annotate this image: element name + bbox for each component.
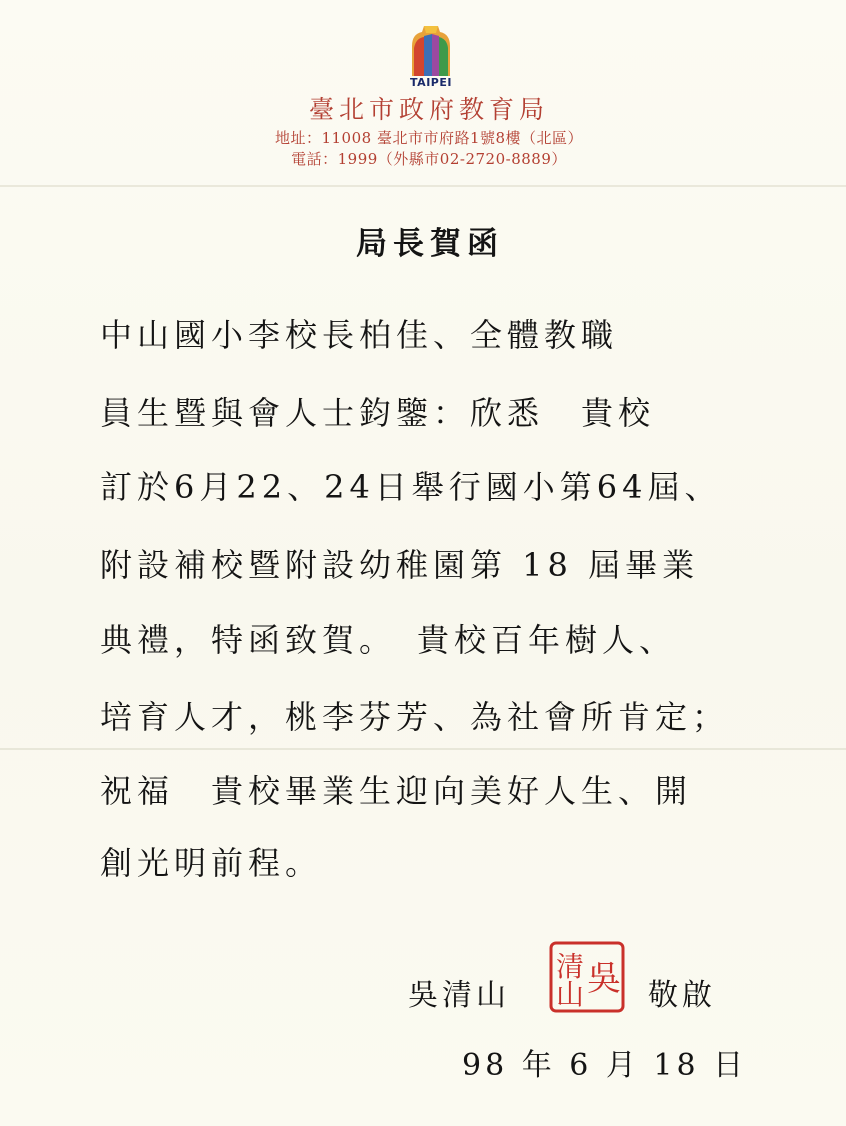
letter-body-line: 訂於6月22、24日舉行國小第64屆、: [100, 468, 722, 506]
paper-fold-line: [0, 748, 846, 750]
letter-body-line: 中山國小李校長柏佳、全體教職: [100, 316, 619, 354]
signatory-name: 吳清山: [408, 978, 510, 1013]
personal-seal-stamp: [548, 940, 626, 1014]
letter-body-line: 祝福 貴校畢業生迎向美好人生、開: [100, 772, 693, 810]
agency-name: 臺北市政府教育局: [308, 95, 549, 124]
agency-address: 地址：11008 臺北市市府路1號8樓（北區）: [274, 129, 584, 147]
letter-body-line: 培育人才，桃李芬芳、為社會所肯定；: [100, 698, 730, 736]
closing-salutation: 敬啟: [648, 978, 716, 1013]
letter-title: 局長賀函: [356, 226, 504, 262]
agency-phone: 電話：1999（外縣市02-2720-8889）: [291, 150, 567, 168]
svg-text:清: 清: [555, 950, 585, 983]
taipei-logo-text: TAIPEI: [410, 76, 452, 89]
letter-body-line: 附設補校暨附設幼稚園第 18 屆畢業: [100, 546, 700, 584]
letter-body-line: 員生暨與會人士鈞鑒：欣悉 貴校: [100, 394, 656, 432]
taipei-logo: [402, 24, 460, 94]
svg-text:山: 山: [555, 978, 585, 1011]
taipei-logo-icon: [402, 24, 460, 78]
svg-text:吳: 吳: [587, 959, 621, 999]
paper-fold-line: [0, 185, 846, 187]
letter-body-line: 典禮，特函致賀。 貴校百年樹人、: [100, 621, 677, 659]
letter-body-line: 創光明前程。: [100, 844, 323, 882]
letter-date: 98 年 6 月 18 日: [462, 1048, 748, 1083]
